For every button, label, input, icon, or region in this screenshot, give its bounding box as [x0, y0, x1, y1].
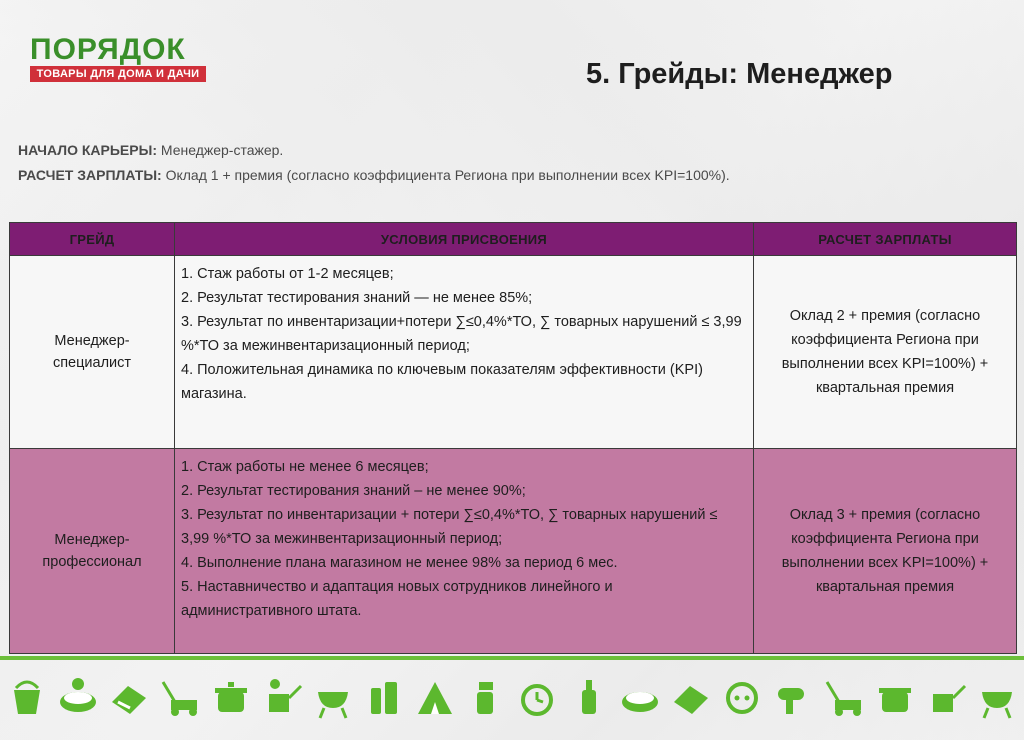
salary-calc-label: РАСЧЕТ ЗАРПЛАТЫ:	[18, 167, 162, 183]
bucket-icon	[6, 672, 48, 720]
company-logo	[26, 34, 208, 84]
header-salary: РАСЧЕТ ЗАРПЛАТЫ	[754, 223, 1017, 256]
condition-item: 2. Результат тестирования знаний – не менее 90%;	[181, 483, 526, 499]
grill-icon	[312, 672, 354, 720]
condition-item: 1. Стаж работы от 1-2 месяцев;	[181, 266, 394, 282]
lawnmower-icon	[823, 672, 865, 720]
conditions-cell	[175, 256, 754, 449]
tent-icon	[414, 672, 456, 720]
grade-cell: Менеджер- специалист	[10, 256, 175, 449]
condition-item: 4. Положительная динамика по ключевым показателям эффективности (KPI) магазина.	[181, 362, 703, 402]
salary-cell: Оклад 3 + премия (согласно коэффициента Региона при выполнении всех KPI=100%) + квартальная премия	[754, 449, 1017, 654]
grades-table	[9, 222, 1017, 654]
salary-calc-line	[18, 167, 730, 183]
career-start-value: Менеджер-стажер.	[156, 142, 284, 158]
grill-icon	[976, 672, 1018, 720]
footer-divider	[0, 656, 1024, 660]
cake-icon	[670, 672, 712, 720]
condition-item: 4. Выполнение плана магазином не менее 98% за период 6 мес.	[181, 555, 618, 571]
footer-icon-strip	[0, 672, 1024, 732]
salary-cell: Оклад 2 + премия (согласно коэффициента Региона при выполнении всех KPI=100%) + квартальная премия	[754, 256, 1017, 449]
bottle-icon	[568, 672, 610, 720]
table-header-row	[10, 223, 1017, 256]
condition-item: 3. Результат по инвентаризации + потери ∑≤0,4%*ТО, ∑ товарных нарушений ≤ 3,99 %*ТО за межинвентаризационный период;	[181, 507, 718, 547]
pool-icon	[619, 672, 661, 720]
pot-icon	[210, 672, 252, 720]
grade-cell: Менеджер- профессионал	[10, 449, 175, 654]
logo-tagline: ТОВАРЫ ДЛЯ ДОМА И ДАЧИ	[30, 66, 206, 82]
clock-icon	[516, 672, 558, 720]
table-row	[10, 256, 1017, 449]
salary-calc-value: Оклад 1 + премия (согласно коэффициента Региона при выполнении всех KPI=100%).	[161, 167, 730, 183]
pool-icon	[57, 672, 99, 720]
condition-item: 1. Стаж работы не менее 6 месяцев;	[181, 459, 429, 475]
table-row	[10, 449, 1017, 654]
condition-item: 5. Наставничество и адаптация новых сотрудников линейного и административного штата.	[181, 579, 613, 619]
logo-name: ПОРЯДОК	[30, 33, 186, 66]
socket-icon	[721, 672, 763, 720]
conditions-cell	[175, 449, 754, 654]
watering-can-icon	[925, 672, 967, 720]
bottles-icon	[363, 672, 405, 720]
hair-dryer-icon	[772, 672, 814, 720]
career-start-line	[18, 142, 283, 158]
career-start-label: НАЧАЛО КАРЬЕРЫ:	[18, 142, 157, 158]
lawnmower-icon	[159, 672, 201, 720]
spray-bottle-icon	[465, 672, 507, 720]
condition-item: 3. Результат по инвентаризации+потери ∑≤0,4%*ТО, ∑ товарных нарушений ≤ 3,99 %*ТО за межинвентаризационный период;	[181, 314, 742, 354]
condition-item: 2. Результат тестирования знаний — не менее 85%;	[181, 290, 533, 306]
header-grade: ГРЕЙД	[10, 223, 175, 256]
cake-icon	[108, 672, 150, 720]
header-conditions: УСЛОВИЯ ПРИСВОЕНИЯ	[175, 223, 754, 256]
pot-icon	[874, 672, 916, 720]
page-title: 5. Грейды: Менеджер	[586, 58, 893, 90]
watering-can-icon	[261, 672, 303, 720]
